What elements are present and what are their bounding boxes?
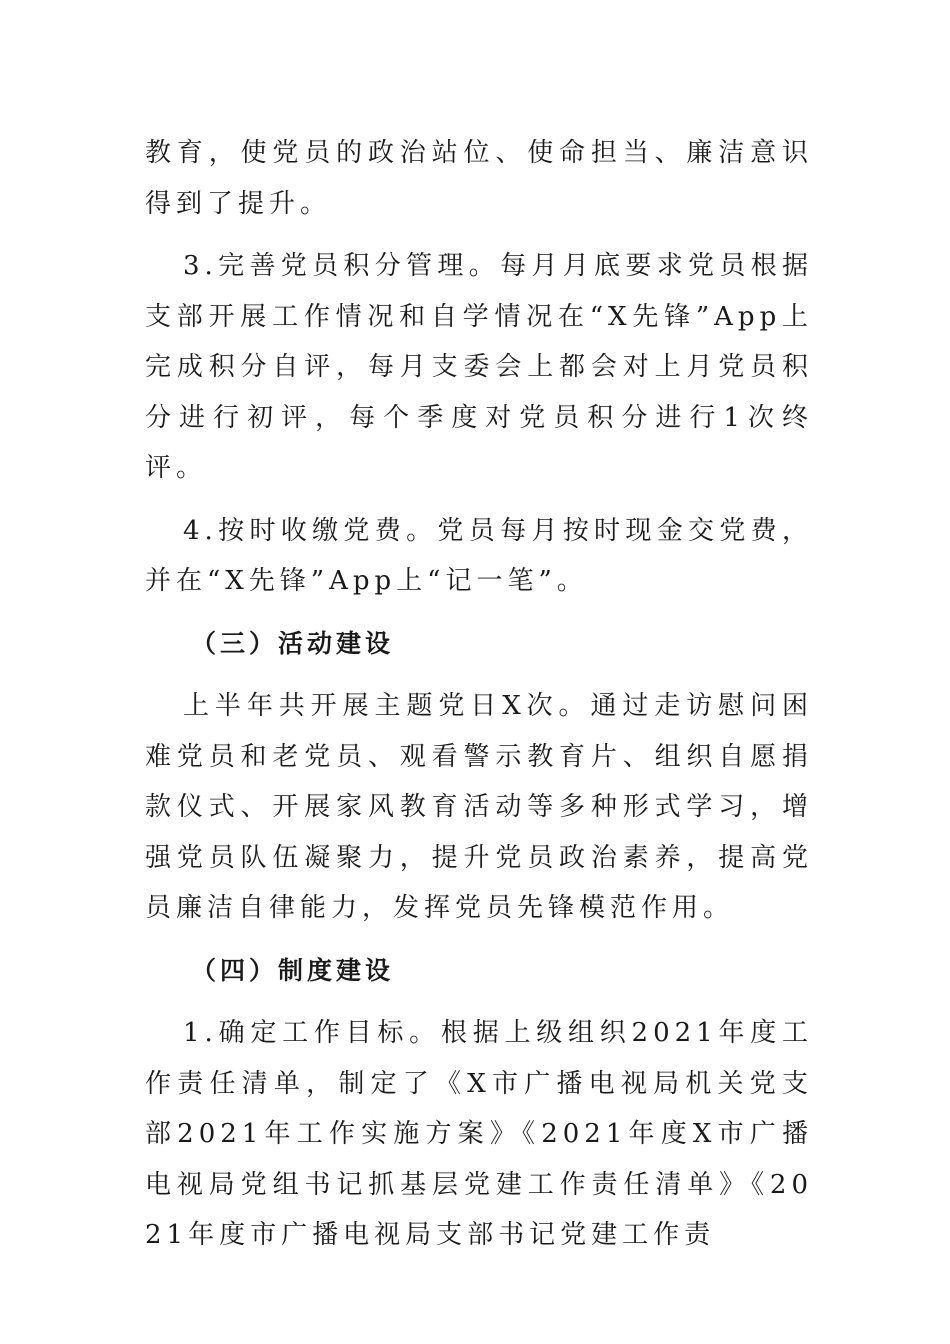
- section-heading-system: （四）制度建设: [191, 955, 395, 985]
- paragraph-activity: 上半年共开展主题党日X次。通过走访慰问困难党员和老党员、观看警示教育片、组织自愿捐款仪式、开展家风教育活动等多种形式学习，增强党员队伍凝聚力，提升党员政治素养，提高党员廉洁自律能力，发挥党员先锋模范作用。: [145, 691, 813, 923]
- section-heading-activity: （三）活动建设: [191, 628, 395, 658]
- document-body: [145, 128, 813, 1273]
- paragraph-party-dues: 4.按时收缴党费。党员每月按时现金交党费，并在“X先锋”App上“记一笔”。: [145, 515, 813, 596]
- paragraph-education-continuation: 教育，使党员的政治站位、使命担当、廉洁意识得到了提升。: [145, 138, 813, 219]
- paragraph-points-management: 3.完善党员积分管理。每月月底要求党员根据支部开展工作情况和自学情况在“X先锋”App上完成积分自评，每月支委会上都会对上月党员积分进行初评，每个季度对党员积分进行1次终评。: [145, 251, 813, 483]
- paragraph-work-goals: 1.确定工作目标。根据上级组织2021年度工作责任清单，制定了《X市广播电视局机关党支部2021年工作实施方案》《2021年度X市广播电视局党组书记抓基层党建工作责任清单》《2021年度市广播电视局支部书记党建工作责: [145, 1018, 813, 1250]
